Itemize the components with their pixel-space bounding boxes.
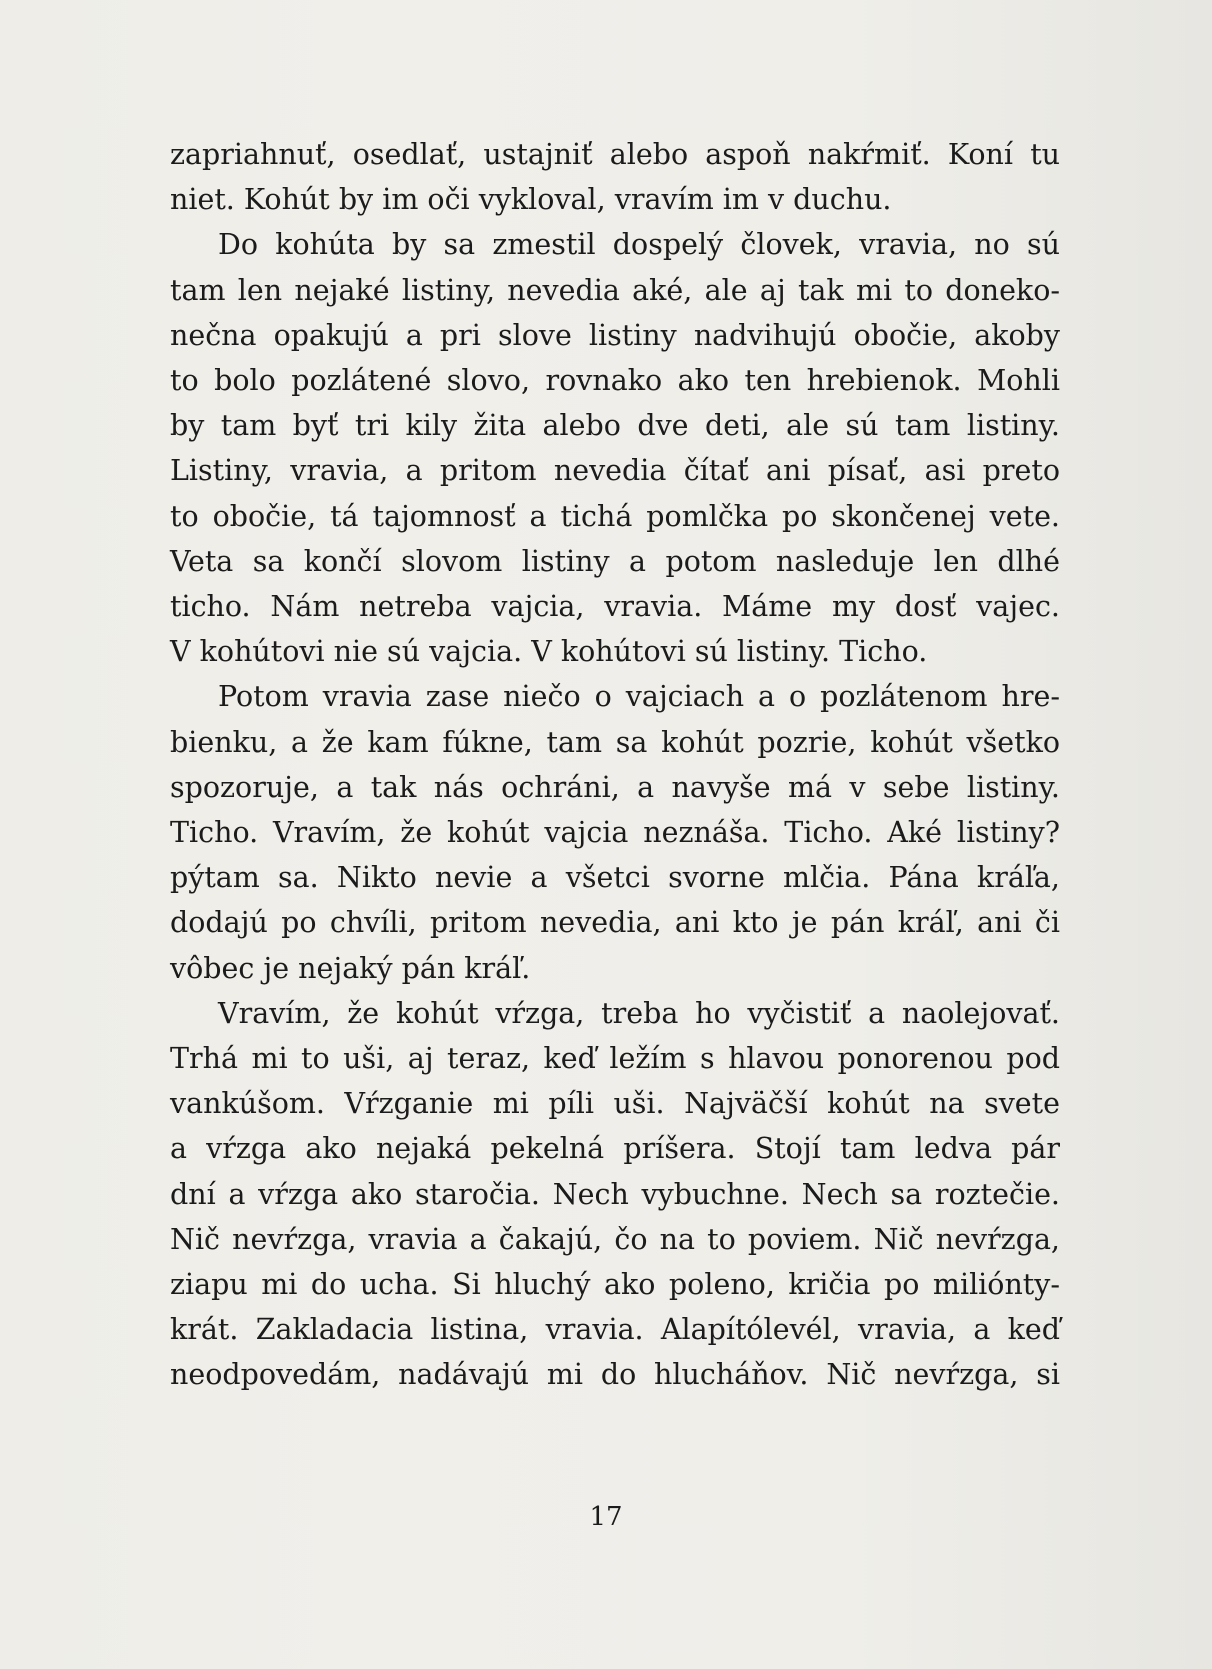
text-line: vankúšom. Vŕzganie mi píli uši. Najväčší kohút na svete	[170, 1087, 1060, 1121]
page-number: 17	[589, 1502, 623, 1532]
text-line: Vravím, že kohút vŕzga, treba ho vyčistiť a naolejovať.	[218, 996, 1060, 1030]
text-line: ziapu mi do ucha. Si hluchý ako poleno, kričia po miliónty-	[170, 1268, 1060, 1302]
text-line: nečna opakujú a pri slove listiny nadvihujú obočie, akoby	[170, 318, 1060, 352]
text-line: dní a vŕzga ako staročia. Nech vybuchne. Nech sa roztečie.	[170, 1177, 1060, 1211]
text-line: Nič nevŕzga, vravia a čakajú, čo na to poviem. Nič nevŕzga,	[170, 1222, 1060, 1256]
text-line: vôbec je nejaký pán kráľ.	[170, 951, 531, 985]
text-line: Do kohúta by sa zmestil dospelý človek, vravia, no sú	[218, 228, 1060, 262]
text-line: dodajú po chvíli, pritom nevedia, ani kto je pán kráľ, ani či	[170, 906, 1060, 940]
text-line: to bolo pozlátené slovo, rovnako ako ten hrebienok. Mohli	[170, 364, 1060, 398]
text-line: V kohútovi nie sú vajcia. V kohútovi sú listiny. Ticho.	[170, 635, 928, 669]
text-line: zapriahnuť, osedlať, ustajniť alebo aspoň nakŕmiť. Koní tu	[170, 138, 1060, 171]
text-line: Veta sa končí slovom listiny a potom nasleduje len dlhé	[170, 544, 1060, 578]
body-text	[170, 132, 1060, 1398]
text-line: neodpovedám, nadávajú mi do hlucháňov. Nič nevŕzga, si	[170, 1358, 1060, 1392]
text-line: tam len nejaké listiny, nevedia aké, ale aj tak mi to doneko-	[170, 273, 1060, 307]
text-line: krát. Zakladacia listina, vravia. Alapítólevél, vravia, a keď	[170, 1313, 1060, 1347]
text-line: bienku, a že kam fúkne, tam sa kohút pozrie, kohút všetko	[170, 725, 1060, 759]
text-line: pýtam sa. Nikto nevie a všetci svorne mlčia. Pána kráľa,	[170, 861, 1060, 895]
text-line: by tam byť tri kily žita alebo dve deti, ale sú tam listiny.	[170, 409, 1060, 443]
text-line: Potom vravia zase niečo o vajciach a o pozlátenom hre-	[218, 680, 1060, 714]
text-line: to obočie, tá tajomnosť a tichá pomlčka po skončenej vete.	[170, 499, 1060, 533]
text-line: niet. Kohút by im oči vykloval, vravím im v duchu.	[170, 183, 892, 217]
text-line: spozoruje, a tak nás ochráni, a navyše má v sebe listiny.	[170, 770, 1060, 804]
text-line: Ticho. Vravím, že kohút vajcia neznáša. Ticho. Aké listiny?	[170, 816, 1060, 850]
text-line: Trhá mi to uši, aj teraz, keď ležím s hlavou ponorenou pod	[170, 1042, 1060, 1076]
text-line: Listiny, vravia, a pritom nevedia čítať ani písať, asi preto	[170, 454, 1060, 488]
text-line: a vŕzga ako nejaká pekelná príšera. Stojí tam ledva pár	[170, 1132, 1060, 1166]
text-line: ticho. Nám netreba vajcia, vravia. Máme my dosť vajec.	[170, 590, 1060, 624]
